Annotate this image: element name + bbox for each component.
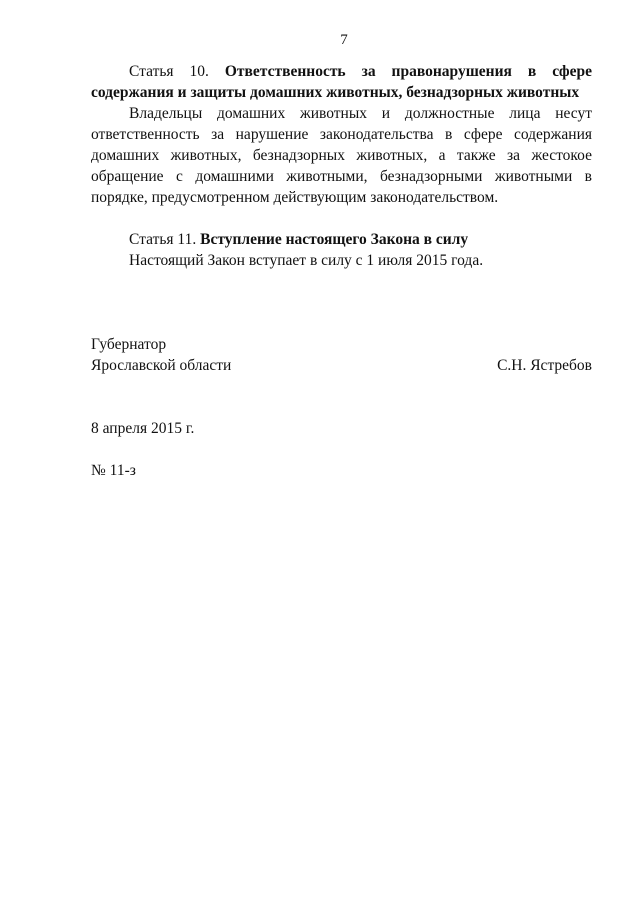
signature-position-line1: Губернатор [91, 336, 167, 353]
document-body [91, 61, 592, 481]
article-10-title: Ответственность за правонарушения в сфере содержания и защиты домашних животных, безнадзорных животных [91, 63, 592, 101]
signature-block [91, 334, 592, 376]
article-11-text: Настоящий Закон вступает в силу с 1 июля 2015 года. [129, 252, 484, 269]
document-number: № 11-з [91, 462, 136, 479]
signature-position-line2: Ярославской области [91, 357, 232, 374]
article-10-prefix: Статья 10. [129, 63, 225, 80]
page-number: 7 [340, 32, 348, 48]
article-10-text: Владельцы домашних животных и должностные лица несут ответственность за нарушение законодательства в сфере содержания домашних животных, безнадзорных животных, а также за жестокое обращение с домашними животными, безнадзорными животными в порядке, предусмотренном действующим законодательством. [91, 105, 592, 206]
article-11-heading [91, 229, 592, 250]
article-11-prefix: Статья 11. [129, 231, 201, 248]
document-date: 8 апреля 2015 г. [91, 420, 195, 437]
signature-name: С.Н. Ястребов [497, 357, 592, 374]
article-11-title: Вступление настоящего Закона в силу [200, 231, 469, 248]
article-10-heading [91, 61, 592, 103]
